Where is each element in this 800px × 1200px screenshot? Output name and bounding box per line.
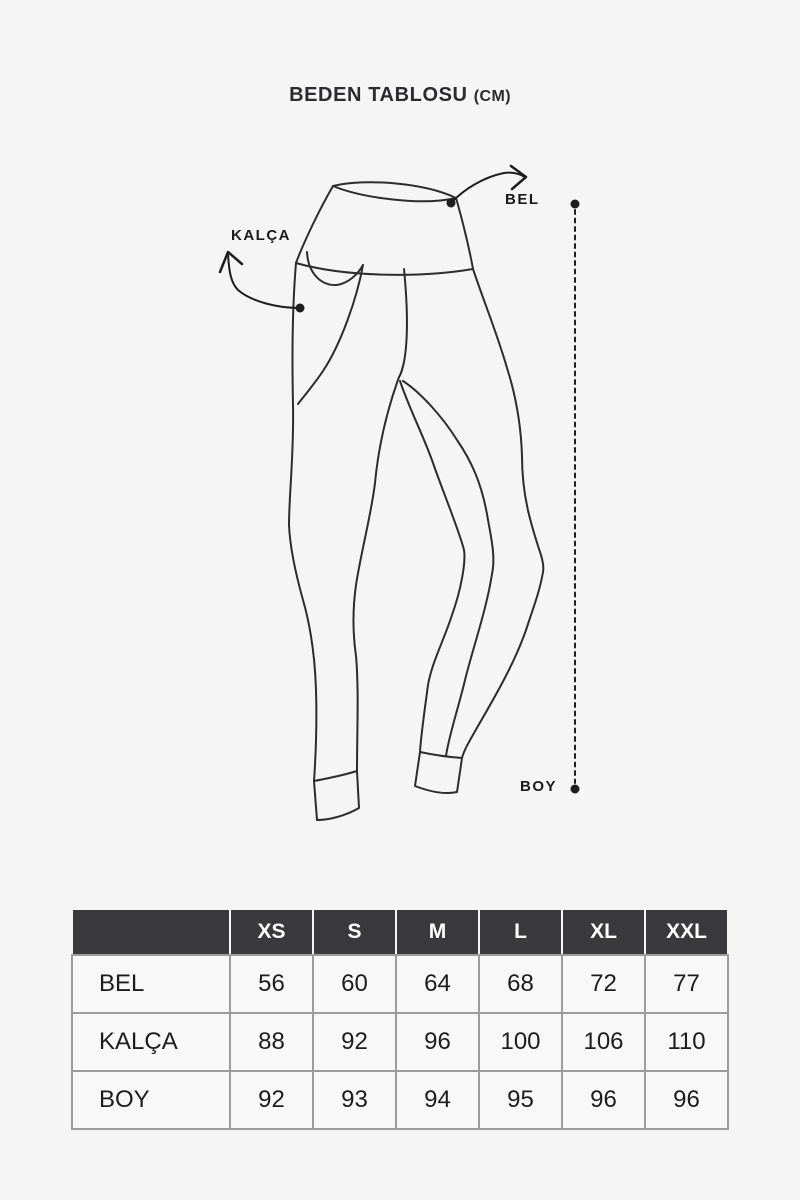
page-title	[0, 84, 800, 107]
height-value-s: 93	[313, 1071, 396, 1129]
size-table-corner-cell	[72, 909, 230, 955]
height-label: BOY	[520, 778, 558, 795]
pocket-opening	[307, 252, 363, 285]
waistband-front-rim	[333, 186, 456, 201]
hip-value-xs: 88	[230, 1013, 313, 1071]
waist-anchor-dot	[447, 199, 456, 208]
measurement-annotations	[220, 166, 580, 794]
back-leg-mid-seam	[403, 381, 493, 756]
waist-label: BEL	[505, 191, 540, 208]
front-leg-inner-edge	[353, 377, 399, 771]
waist-value-l: 68	[479, 955, 562, 1013]
size-col-header-xs: XS	[230, 909, 313, 955]
hip-arrow-head	[220, 252, 242, 272]
hip-value-xxl: 110	[645, 1013, 728, 1071]
size-table-header-row	[72, 909, 728, 955]
page-title-unit: (CM)	[473, 88, 511, 105]
waistband-seam	[296, 263, 473, 275]
waistband-back-rim	[333, 182, 456, 198]
waist-arrow-head	[511, 166, 526, 189]
hip-label: KALÇA	[231, 227, 291, 244]
size-col-header-m: M	[396, 909, 479, 955]
waist-value-xxl: 77	[645, 955, 728, 1013]
length-line-top-dot	[571, 200, 580, 209]
pocket-side-seam	[298, 265, 363, 404]
front-leg-outer-edge	[289, 263, 316, 781]
size-col-header-xl: XL	[562, 909, 645, 955]
hip-value-s: 92	[313, 1013, 396, 1071]
table-row-hip	[72, 1013, 728, 1071]
waistband-left-edge	[296, 186, 333, 263]
height-value-m: 94	[396, 1071, 479, 1129]
leggings-drawing	[289, 182, 543, 820]
waist-value-s: 60	[313, 955, 396, 1013]
height-value-xs: 92	[230, 1071, 313, 1129]
table-row-height	[72, 1071, 728, 1129]
row-label-waist: BEL	[72, 955, 230, 1013]
back-leg-left-edge	[400, 381, 464, 752]
table-row-waist	[72, 955, 728, 1013]
hip-value-l: 100	[479, 1013, 562, 1071]
hip-value-xl: 106	[562, 1013, 645, 1071]
front-ankle-cuff	[314, 771, 359, 820]
back-leg-outer-edge	[462, 269, 543, 758]
row-label-height: BOY	[72, 1071, 230, 1129]
hip-value-m: 96	[396, 1013, 479, 1071]
row-label-hip: KALÇA	[72, 1013, 230, 1071]
waistband-right-edge	[456, 198, 473, 269]
size-col-header-s: S	[313, 909, 396, 955]
back-ankle-cuff	[415, 752, 462, 793]
height-value-l: 95	[479, 1071, 562, 1129]
waist-value-m: 64	[396, 955, 479, 1013]
page-title-text: BEDEN TABLOSU	[289, 84, 468, 106]
waist-value-xs: 56	[230, 955, 313, 1013]
hip-arrow-curve	[228, 254, 300, 308]
size-col-header-l: L	[479, 909, 562, 955]
size-table	[71, 908, 729, 1130]
height-value-xxl: 96	[645, 1071, 728, 1129]
hip-anchor-dot	[296, 304, 305, 313]
front-rise-seam	[399, 269, 407, 377]
waist-value-xl: 72	[562, 955, 645, 1013]
size-col-header-xxl: XXL	[645, 909, 728, 955]
height-value-xl: 96	[562, 1071, 645, 1129]
length-line-bottom-dot	[571, 785, 580, 794]
